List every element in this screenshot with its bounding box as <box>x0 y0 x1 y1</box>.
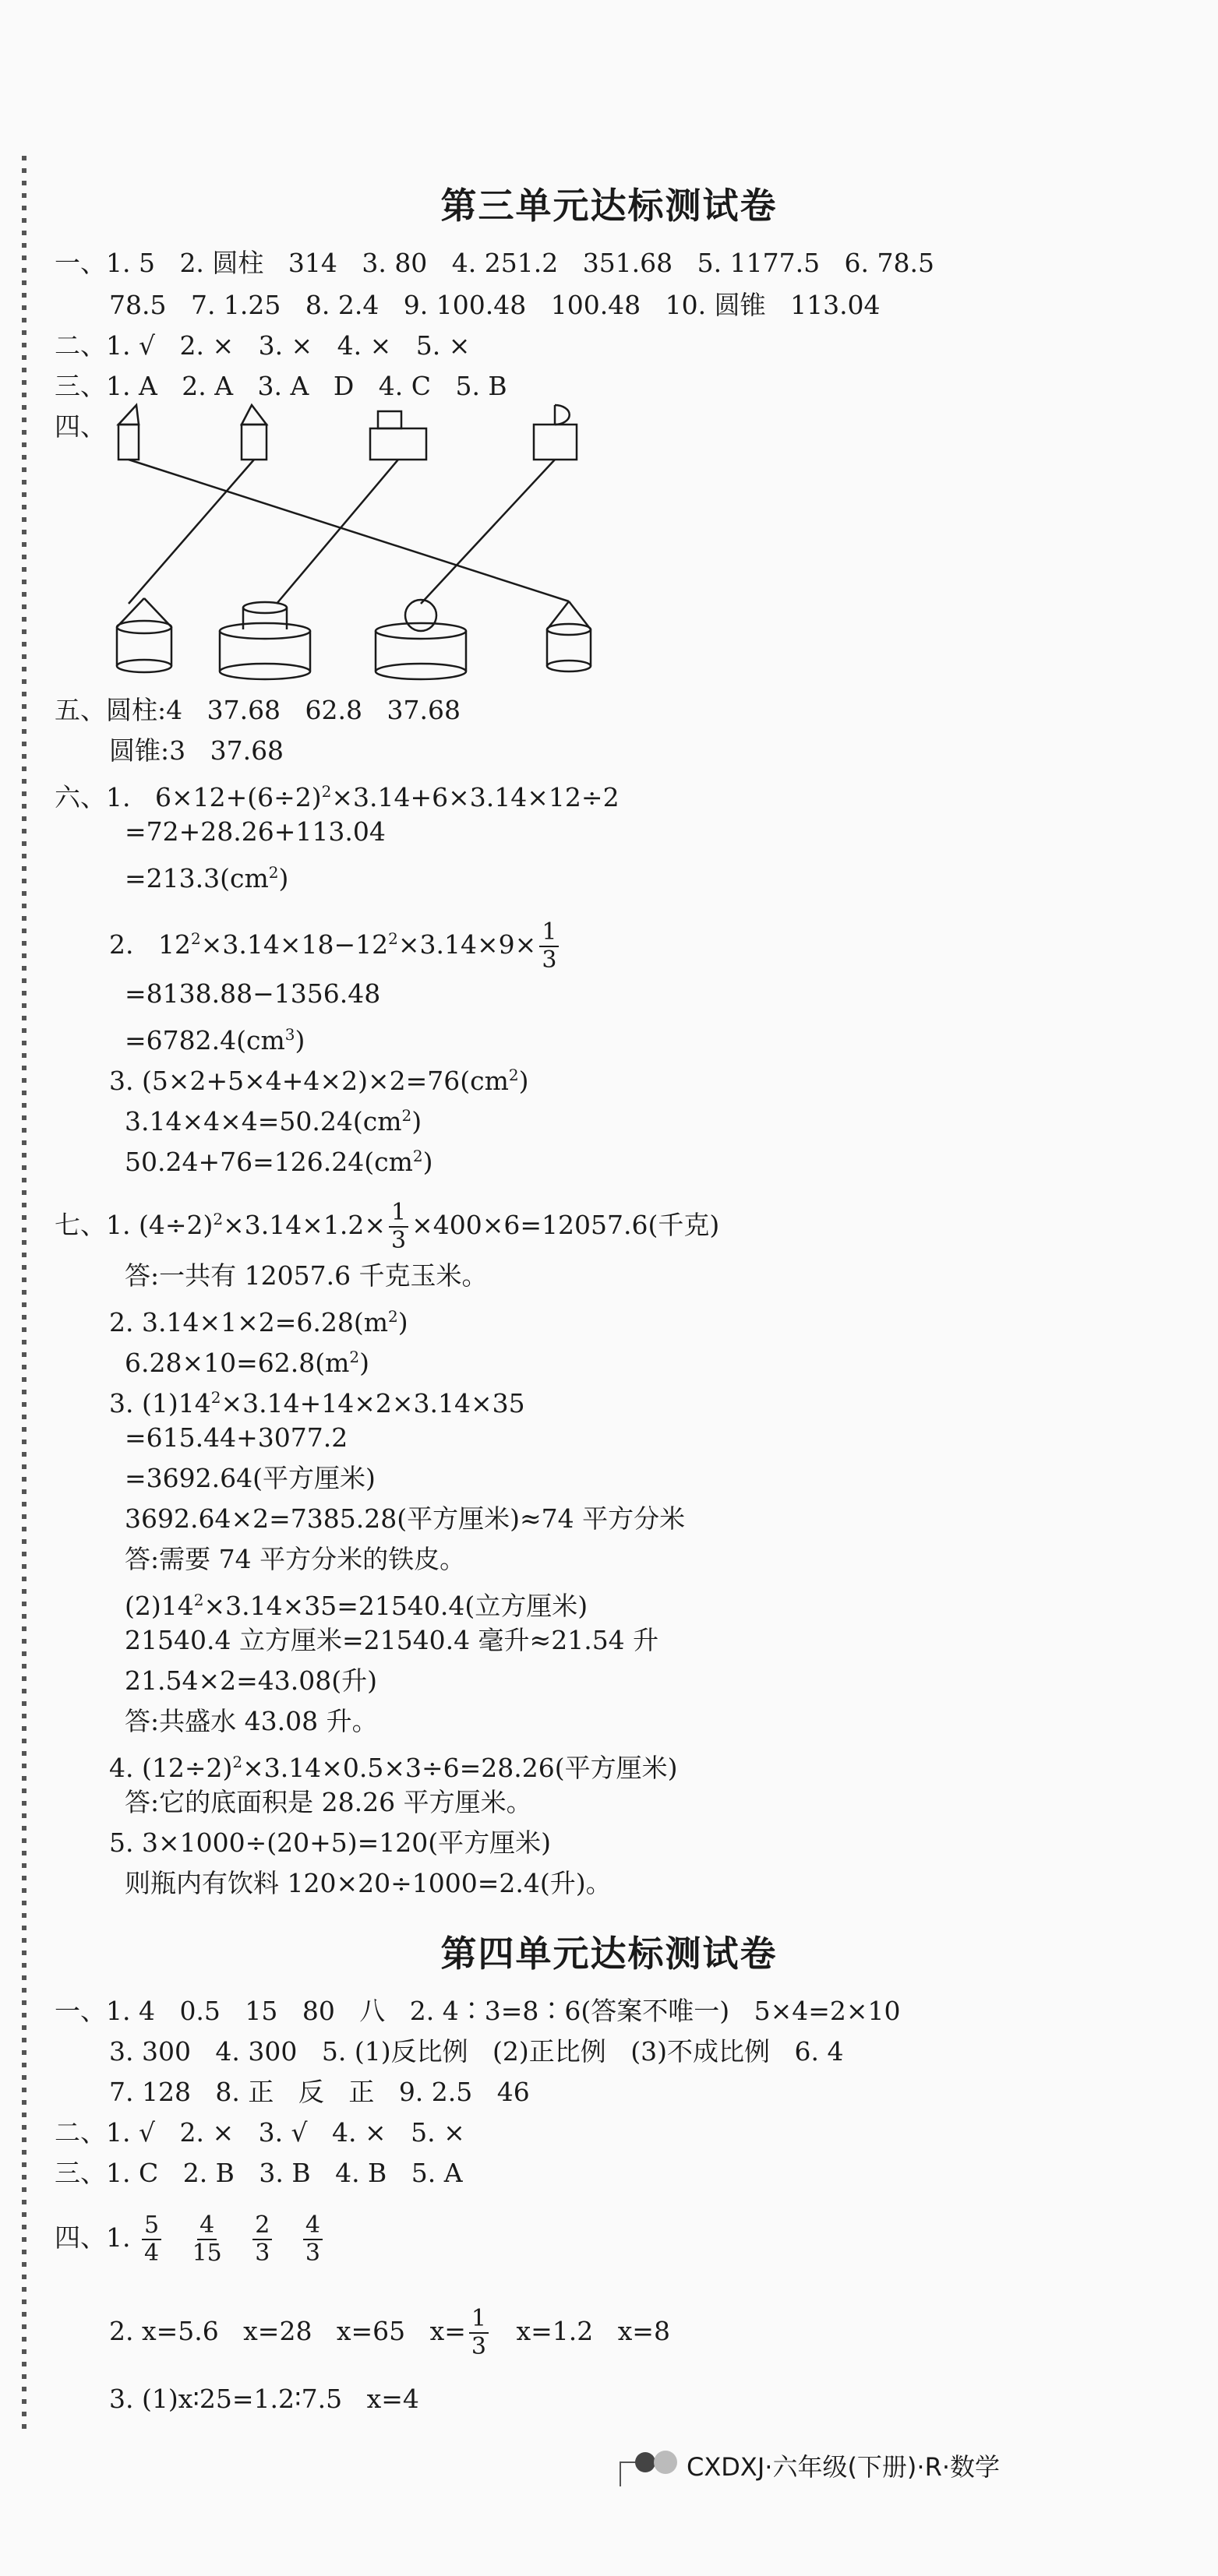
view-3 <box>370 411 426 460</box>
solid-cone-on-cylinder-1 <box>117 598 171 672</box>
fraction-one-third: $\frac{1}{3}$ <box>539 919 559 974</box>
u3-s7-3i: 答:共盛水 43.08 升。 <box>125 1706 378 1736</box>
footer-bracket <box>620 2461 637 2486</box>
u3-s6-2a: 2. $12^2\times 3.14\times 18-12^2\times 3.14\times 9\times$ $\frac{1}{3}$ <box>109 919 562 974</box>
u3-s7-2a: 2. $3.14\times 1\times 2=6.28(m^2)$ <box>109 1307 408 1337</box>
u3-s7-3b: =615.44+3077.2 <box>125 1422 348 1453</box>
u3-s6-3c: $50.24+76=126.24(cm^2)$ <box>125 1147 433 1177</box>
u3-s7-5a: 5. 3×1000÷(20+5)=120(平方厘米) <box>109 1827 552 1858</box>
u3-s7-1b: 答:一共有 12057.6 千克玉米。 <box>125 1260 488 1291</box>
footer-dot-icon <box>654 2451 677 2474</box>
u3-s6-1b: =72+28.26+113.04 <box>125 816 386 847</box>
u4-s1-line3: 7. 128 8. 正 反 正 9. 2.5 46 <box>109 2077 530 2107</box>
u3-s7-3d: 3692.64×2=7385.28(平方厘米)≈74 平方分米 <box>125 1503 686 1534</box>
u3-s7-3e: 答:需要 74 平方分米的铁皮。 <box>125 1544 466 1574</box>
u3-s6-3b: $3.14\times 4\times 4=50.24(cm^2)$ <box>125 1106 422 1136</box>
page-footer <box>620 2444 1118 2483</box>
u3-s7-3g: 21540.4 立方厘米=21540.4 毫升≈21.54 升 <box>125 1625 659 1655</box>
u4-s1-line2: 3. 300 4. 300 5. (1)反比例 (2)正比例 (3)不成比例 6. 4 <box>109 2036 844 2067</box>
u3-s5-line2: 圆锥:3 37.68 <box>109 735 284 766</box>
u3-s7-5b: 则瓶内有饮料 120×20÷1000=2.4(升)。 <box>125 1868 612 1898</box>
u3-s6-2c: $=6782.4(cm^3)$ <box>125 1025 305 1055</box>
u3-s7-3h: 21.54×2=43.08(升) <box>125 1665 377 1696</box>
u4-s4-3: 3. (1)x∶25=1.2∶7.5 x=4 <box>109 2384 419 2414</box>
u3-s7-2b: $6.28\times 10=62.8(m^2)$ <box>125 1348 370 1378</box>
fraction-5-4: $\frac{5}{4}$ <box>142 2212 161 2267</box>
u3-s3: 三、1. A 2. A 3. A D 4. C 5. B <box>55 371 507 401</box>
view-1 <box>118 405 139 460</box>
u3-s7-4b: 答:它的底面积是 28.26 平方厘米。 <box>125 1787 532 1817</box>
binding-margin-line <box>22 156 26 2430</box>
solid-cone-on-cylinder-2 <box>547 601 591 671</box>
u3-s7-3a: 3. $(1)14^2\times 3.14+14\times 2\times 3.14\times 35$ <box>109 1388 525 1418</box>
fraction-4-15: $\frac{4}{15}$ <box>192 2211 222 2267</box>
u3-s7-4a: 4. $(12\div 2)^2\times 3.14\times 0.5\times 3\div 6=28.26$(平方厘米) <box>109 1753 678 1783</box>
u3-s2: 二、1. √ 2. × 3. × 4. × 5. × <box>55 330 471 361</box>
unit4-title: 第四单元达标测试卷 <box>440 1933 778 1975</box>
u3-s7-3f: $(2)14^2\times 3.14\times 35=21540.4$(立方厘米) <box>125 1591 588 1621</box>
u3-s6-3a: 3. $(5\times 2+5\times 4+4\times 2)\times 2=76(cm^2)$ <box>109 1066 529 1096</box>
matching-diagram <box>94 397 639 693</box>
solid-cylinder-stack <box>220 602 310 679</box>
u3-s1-line2: 78.5 7. 1.25 8. 2.4 9. 100.48 100.48 10. 圆锥 113.04 <box>109 290 881 320</box>
u4-s4-1: 四、1. $\frac{5}{4}$ $\frac{4}{15}$ $\frac{2}{3}$ $\frac{4}{3}$ <box>55 2212 326 2267</box>
footer-text: CXDXJ·六年级(下册)·R·数学 <box>687 2452 1000 2482</box>
fraction-4-3: $\frac{4}{3}$ <box>303 2212 323 2267</box>
fraction-one-third: $\frac{1}{3}$ <box>469 2306 489 2360</box>
footer-dot-icon <box>635 2452 655 2472</box>
unit3-title: 第三单元达标测试卷 <box>440 185 778 227</box>
u4-s2: 二、1. √ 2. × 3. √ 4. × 5. × <box>55 2117 465 2148</box>
fraction-one-third: $\frac{1}{3}$ <box>389 1200 408 1254</box>
u3-s1-line1: 一、1. 5 2. 圆柱 314 3. 80 4. 251.2 351.68 5. 1177.5 6. 78.5 <box>55 248 934 278</box>
u3-s4-label: 四、 <box>55 411 106 442</box>
fraction-2-3: $\frac{2}{3}$ <box>252 2212 272 2267</box>
u3-s7-1a: 七、1. $(4\div 2)^2\times 3.14\times 1.2\times$ $\frac{1}{3}$ ×400×6=12057.6(千克) <box>55 1199 720 1254</box>
view-4 <box>534 405 577 460</box>
u3-s6-2b: =8138.88−1356.48 <box>125 978 381 1009</box>
u4-s1-line1: 一、1. 4 0.5 15 80 八 2. 4∶3=8∶6(答案不唯一) 5×4=2×10 <box>55 1996 901 2026</box>
solid-sphere-on-cylinder <box>376 600 466 679</box>
u3-s7-3c: =3692.64(平方厘米) <box>125 1463 376 1493</box>
u3-s5-line1: 五、圆柱:4 37.68 62.8 37.68 <box>55 695 461 725</box>
u4-s3: 三、1. C 2. B 3. B 4. B 5. A <box>55 2158 463 2188</box>
view-2 <box>242 405 267 460</box>
u3-s6-1c: $=213.3(cm^2)$ <box>125 863 289 893</box>
u4-s4-2: 2. x=5.6 x=28 x=65 x= $\frac{1}{3}$ x=1.2 x=8 <box>109 2305 670 2360</box>
u3-s6-1a: 六、1. $6\times 12+(6\div 2)^2\times 3.14+6\times 3.14\times 12\div 2$ <box>55 782 620 812</box>
